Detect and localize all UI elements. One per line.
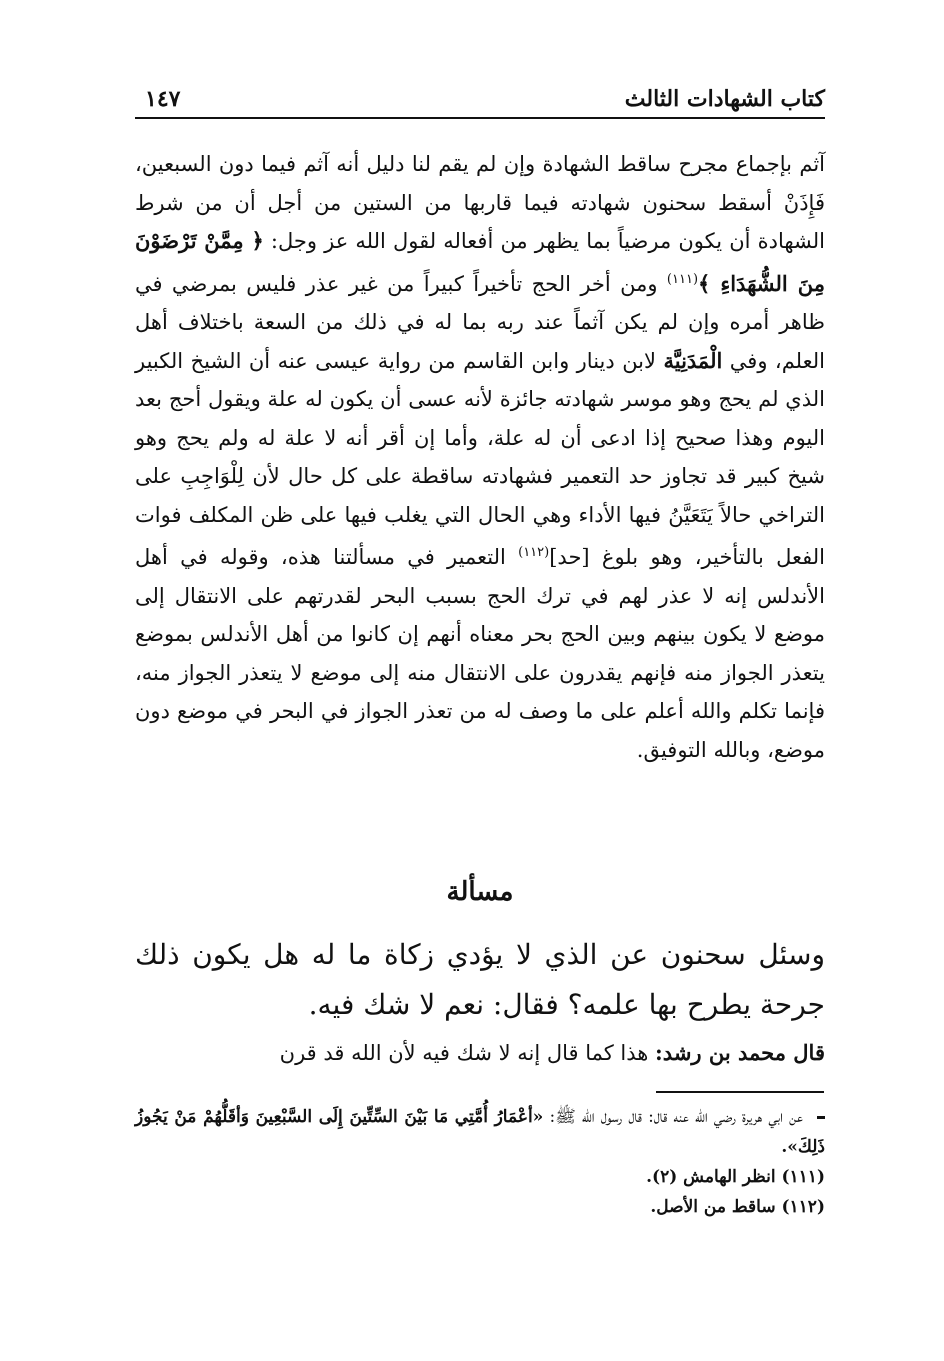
running-title: كتاب الشهادات الثالث [624, 86, 825, 112]
footnote-continued [135, 1102, 825, 1162]
body-text-part-1: آثم بإجماع مجرح ساقط الشهادة وإن لم يقم لنا دليل أنه آثم فيما دون السبعين، فَإِذَنْ أسقط سحنون شهادته فيما قاربها من الستين من أجل أن من شرط الشهادة أن يكون مرضياً بما يظهر من أفعاله لقول الله عز وجل: [135, 152, 825, 253]
footnote-continued-intro: عن ابي هريرة رضي الله عنه قال: قال رسول الله ﷺ: [543, 1107, 803, 1127]
body-text-part-2: ومن أخر الحج تأخيراً كبيراً من غير عذر فليس بمرضي في ظاهر أمره وإن لم يكن آثماً عند ربه بما له في ذلك من السعة باختلاف أهل العلم، وفي [135, 271, 825, 373]
footnote-111 [135, 1162, 825, 1192]
footnote-reference-112: (١١٢) [518, 545, 550, 560]
footnote-112-number: (١١٢) [781, 1197, 825, 1217]
question-paragraph: وسئل سحنون عن الذي لا يؤدي زكاة ما له هل يكون ذلك جرحة يطرح بها علمه؟ فقال: نعم لا شك فيه. [135, 938, 825, 1021]
footnote-reference-111: (١١١) [666, 271, 699, 287]
quran-verse: ﴿ مِمَّنْ تَرْضَوْنَ مِنَ الشُّهَدَاءِ ﴾ [135, 228, 825, 296]
body-paragraph [135, 145, 825, 769]
footnote-rule [656, 1091, 824, 1093]
hadith-text: «أعْمَارُ أُمَّتِي مَا بَيْنَ السِّتِّينَ إِلَى السَّبْعِينَ وَأقَلُّهُمْ مَنْ يَجُوزُ ذَلِكَ». [135, 1107, 825, 1157]
body-text-part-4: التعمير في مسألتنا هذه، وقوله في أهل الأندلس إنه لا عذر لهم في ترك الحج بسبب البحر لقدرتهم على الانتقال إلى موضع لا يكون بينهم وبين الحج بحر معناه أنهم إن كانوا من أهل الأندلس بموضع يتعذر الجواز منه فإنهم يقدرون على الانتقال منه إلى موضع لا يتعذر الجواز منه، فإنما تكلم والله أعلم على ما وصف له من تعذر الجواز في البحر في موضع دون موضع، وبالله التوفيق. [135, 545, 825, 762]
commentary-speaker: قال محمد بن رشد: [655, 1040, 825, 1065]
footnote-112 [135, 1192, 825, 1222]
section-heading: مسألة [446, 877, 514, 907]
running-header [135, 84, 825, 114]
commentary-paragraph [135, 1034, 825, 1072]
commentary-text: هذا كما قال إنه لا شك فيه لأن الله قد قرن [279, 1041, 656, 1065]
book-name: الْمَدَنِيَّة [663, 347, 723, 373]
continuation-mark [817, 1116, 825, 1119]
footnote-111-text: انظر الهامش (٢). [646, 1167, 782, 1187]
footnote-112-text: ساقط من الأصل. [650, 1197, 782, 1217]
footnote-111-number: (١١١) [781, 1167, 825, 1187]
footnotes [135, 1102, 825, 1222]
header-rule [135, 117, 825, 119]
body-text-part-3: لابن دينار وابن القاسم من رواية عيسى عنه أن الشيخ الكبير الذي لم يحج وهو موسر شهادته جائزة لأنه عسى أن يكون له علة ويقول أحج بعد اليوم وهذا صحيح إذا ادعى أن له علة، وأما إن أقر أنه لا علة له ولم يحج وهو شيخ كبير قد تجاوز حد التعمير فشهادته ساقطة على كل حال لأن لِلْوَاجِبِ على التراخي حالاً يَتَعَيَّنُ فيها الأداء وهي الحال التي يغلب فيها على ظن المكلف فوات الفعل بالتأخير، وهو بلوغ [حد] [135, 348, 825, 569]
page-number: ١٤٧ [145, 86, 181, 112]
